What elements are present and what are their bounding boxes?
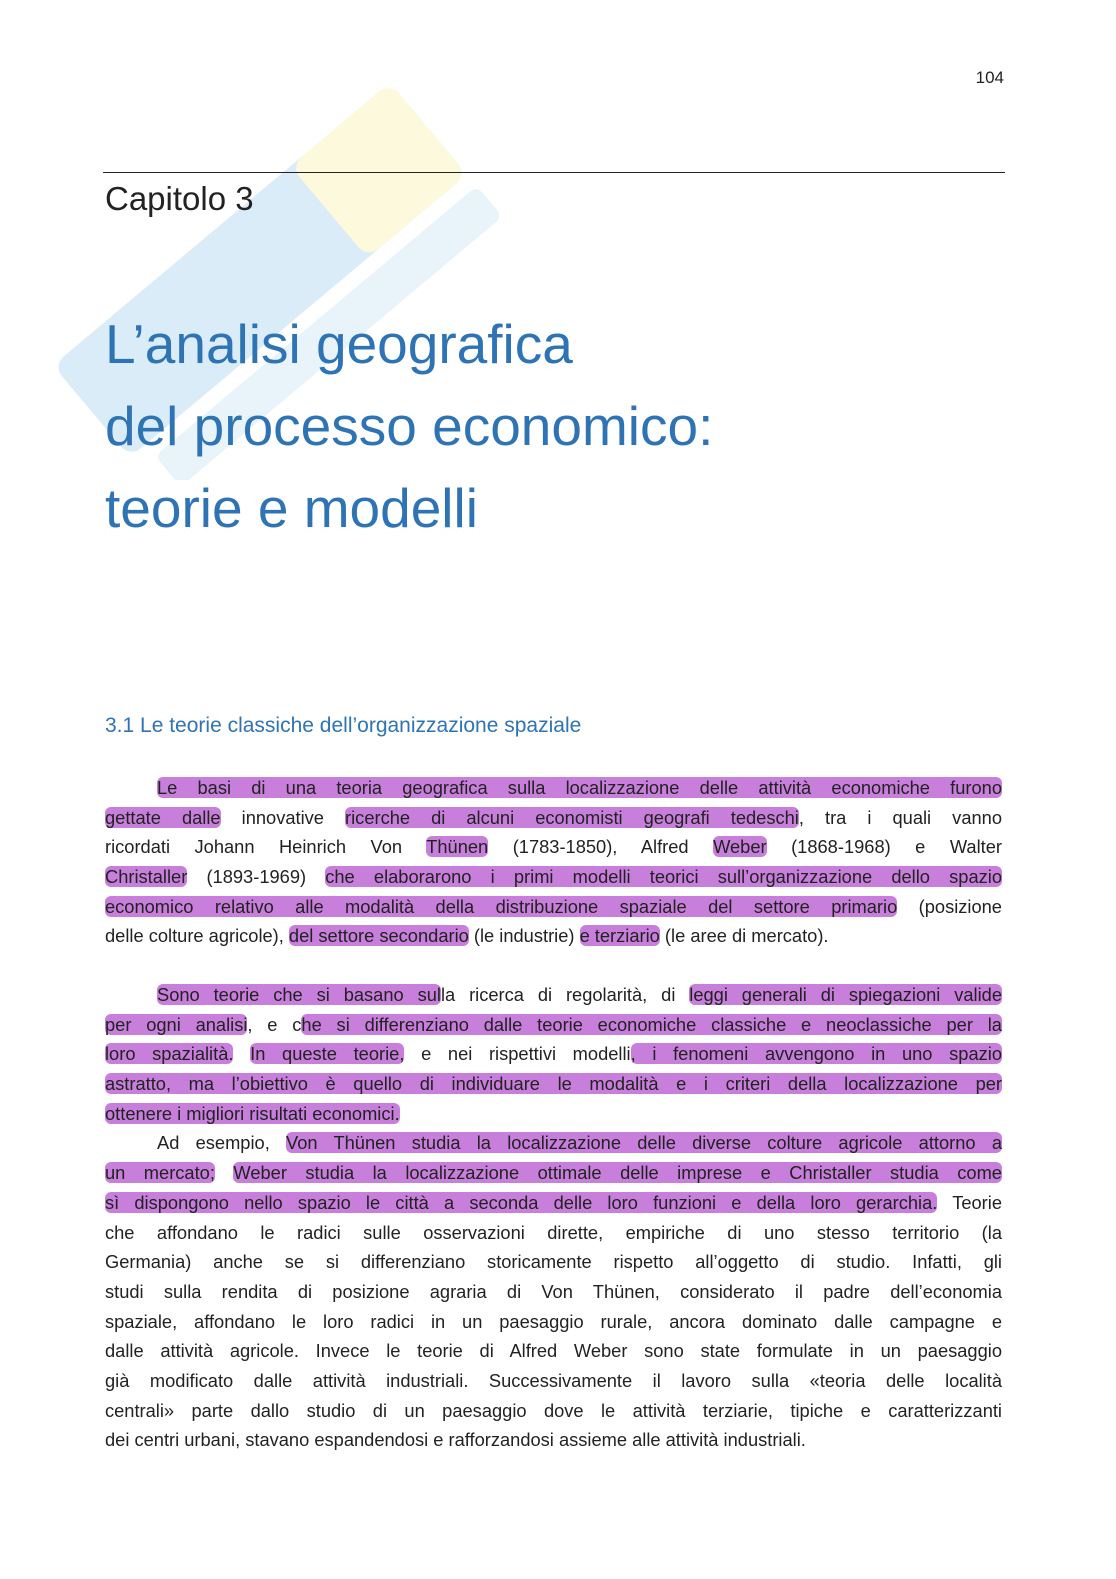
text-segment: che affondano le radici sulle osservazioni dirette, empiriche di uno stesso territorio (la: [105, 1221, 1002, 1243]
text-segment: [233, 1043, 250, 1064]
text-line: [105, 1039, 1002, 1069]
text-line: [105, 1010, 1002, 1040]
chapter-title-line: L’analisi geografica: [105, 313, 573, 375]
highlighted-text: leggi generali di spiegazioni valide: [689, 984, 1003, 1005]
text-segment: ricordati Johann Heinrich Von: [105, 836, 427, 858]
text-line: [105, 1247, 1002, 1277]
text-line: [105, 1128, 1002, 1158]
highlighted-text: ottenere i migliori risultati economici.: [105, 1102, 400, 1124]
highlighted-text: loro spazialità.: [105, 1043, 234, 1065]
highlighted-text: he si differenziano dalle teorie economiche classiche e neoclassiche per la: [301, 1013, 1002, 1035]
text-segment: (1868-1968) e Walter: [766, 836, 1002, 858]
text-segment: delle colture agricole),: [105, 925, 289, 947]
text-segment: dei centri urbani, stavano espandendosi e rafforzandosi assieme alle attività industriali.: [105, 1429, 806, 1451]
text-line: [105, 1277, 1002, 1307]
highlighted-text: Von Thünen studia la localizzazione delle diverse colture agricole attorno a: [286, 1132, 1002, 1154]
section-heading: 3.1 Le teorie classiche dell’organizzazione spaziale: [105, 714, 582, 737]
text-segment: (1893-1969): [187, 866, 326, 888]
text-segment: la ricerca di regolarità, di: [440, 984, 690, 1005]
text-segment: spaziale, affondano le loro radici in un paesaggio rurale, ancora dominato dalle campagne e: [105, 1310, 1002, 1332]
text-line: [105, 921, 1002, 951]
text-segment: innovative: [220, 806, 346, 828]
text-segment: (1783-1850), Alfred: [488, 836, 714, 858]
highlighted-text: Thünen: [426, 836, 489, 858]
highlighted-text: Le basi di una teoria geografica sulla localizzazione delle attività economiche furono: [157, 777, 1002, 798]
text-line: [105, 1336, 1002, 1366]
highlighted-text: sì dispongono nello spazio le città a seconda delle loro funzioni e della loro gerarchia.: [105, 1191, 938, 1213]
text-line: [105, 1069, 1002, 1099]
highlighted-text: ricerche di alcuni economisti geografi tedeschi: [345, 806, 799, 828]
text-segment: e nei rispettivi modelli: [404, 1043, 631, 1065]
highlighted-text: che elaborarono i primi modelli teorici sull’organizzazione dello spazio: [325, 866, 1002, 888]
highlighted-text: astratto, ma l’obiettivo è quello di individuare le modalità e i criteri della localizzazione per: [105, 1073, 1002, 1095]
highlighted-text: un mercato;: [105, 1162, 215, 1184]
highlighted-text: gettate dalle: [105, 806, 221, 828]
highlighted-text: Weber studia la localizzazione ottimale delle imprese e Christaller studia come: [233, 1162, 1002, 1184]
paragraph: [105, 980, 1002, 1455]
text-line: [105, 1425, 1002, 1455]
text-line: [105, 1158, 1002, 1188]
text-line: [105, 1218, 1002, 1248]
paragraph: [105, 773, 1002, 951]
text-line: [105, 1366, 1002, 1396]
text-line: [105, 862, 1002, 892]
text-segment: Teorie: [937, 1191, 1002, 1213]
highlighted-text: In queste teorie,: [250, 1043, 405, 1065]
text-segment: studi sulla rendita di posizione agraria di Von Thünen, considerato il padre dell’economia: [105, 1280, 1002, 1302]
highlighted-text: e terziario: [579, 925, 660, 947]
text-segment: Ad esempio,: [157, 1132, 287, 1154]
chapter-label: Capitolo 3: [105, 180, 254, 217]
highlighted-text: Weber: [713, 836, 767, 858]
text-line: [105, 980, 1002, 1010]
chapter-title-line: teorie e modelli: [105, 477, 478, 539]
chapter-title-line: del processo economico:: [105, 395, 714, 457]
text-segment: già modificato dalle attività industriali. Successivamente il lavoro sulla «teoria delle località: [105, 1369, 1002, 1391]
text-line: [105, 1188, 1002, 1218]
text-line: [105, 1396, 1002, 1426]
text-segment: , e c: [247, 1013, 302, 1035]
text-segment: , tra i quali vanno: [798, 806, 1002, 828]
text-segment: (le industrie): [468, 925, 580, 947]
text-line: [105, 803, 1002, 833]
highlighted-text: del settore secondario: [288, 925, 469, 947]
text-line: [105, 892, 1002, 922]
highlighted-text: Sono teorie che si basano sul: [157, 984, 441, 1005]
text-segment: centrali» parte dallo studio di un paesaggio dove le attività terziarie, tipiche e caratterizzanti: [105, 1399, 1002, 1421]
page-number: 104: [975, 68, 1004, 87]
text-segment: (posizione: [897, 895, 1002, 917]
text-line: [105, 832, 1002, 862]
highlighted-text: Christaller: [105, 866, 188, 888]
text-line: [105, 773, 1002, 803]
text-segment: (le aree di mercato).: [659, 925, 829, 947]
text-segment: Germania) anche se si differenziano storicamente rispetto all’oggetto di studio. Infatti, gli: [105, 1251, 1002, 1273]
header-rule: [103, 172, 1005, 173]
highlighted-text: economico relativo alle modalità della distribuzione spaziale del settore primario: [105, 895, 898, 917]
highlighted-text: , i fenomeni avvengono in uno spazio: [630, 1043, 1002, 1065]
text-line: [105, 1099, 1002, 1129]
highlighted-text: per ogni analisi: [105, 1013, 248, 1035]
text-segment: [215, 1162, 233, 1183]
text-line: [105, 1307, 1002, 1337]
text-segment: dalle attività agricole. Invece le teorie di Alfred Weber sono state formulate in un paesaggio: [105, 1340, 1002, 1362]
